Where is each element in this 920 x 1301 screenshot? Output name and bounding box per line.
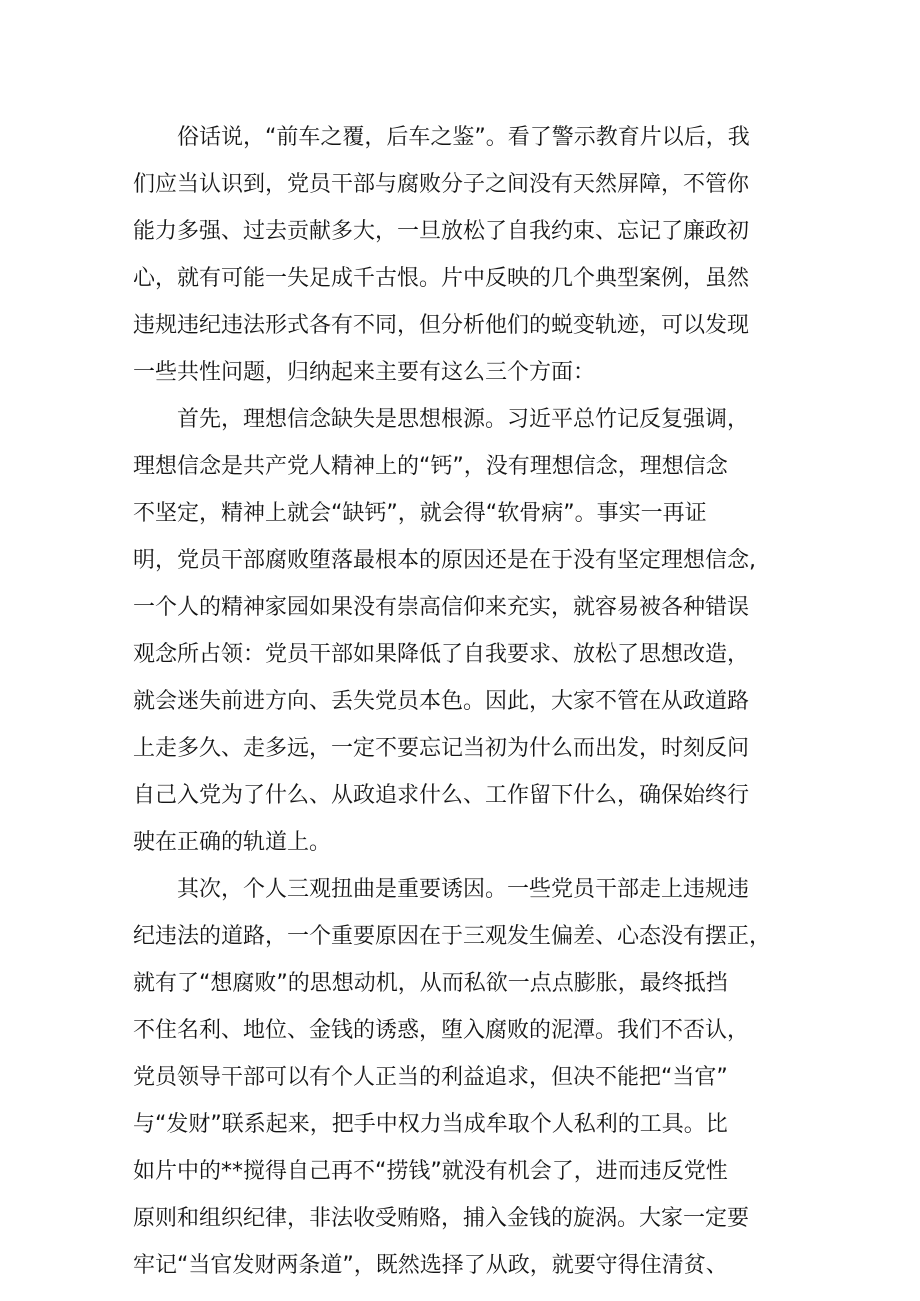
paragraph-line: 原则和组织纪律，非法收受贿赂，捕入金钱的旋涡。大家一定要 xyxy=(133,1206,750,1231)
paragraph-line: 能力多强、过去贡献多大，一旦放松了自我约束、忘记了廉政初 xyxy=(133,219,750,244)
paragraph-line: 驶在正确的轨道上。 xyxy=(133,830,332,855)
paragraph-line: 违规违纪违法形式各有不同，但分析他们的蜕变轨迹，可以发现 xyxy=(133,313,750,338)
paragraph-line: 党员领导干部可以有个人正当的利益追求，但决不能把“当官” xyxy=(133,1065,728,1090)
paragraph-line: 就有了“想腐败”的思想动机，从而私欲一点点膨胀，最终抵挡 xyxy=(133,971,728,996)
paragraph-line: 一些共性问题，归纳起来主要有这么三个方面： xyxy=(133,360,596,385)
paragraph-line: 与“发财”联系起来，把手中权力当成牟取个人私利的工具。比 xyxy=(133,1112,728,1137)
paragraph-line: 心，就有可能一失足成千古恨。片中反映的几个典型案例，虽然 xyxy=(133,266,750,291)
paragraph-line: 牢记“当官发财两条道”，既然选择了从政，就要守得住清贫、 xyxy=(133,1253,728,1278)
paragraph-line: 不住名利、地位、金钱的诱惑，堕入腐败的泥潭。我们不否认， xyxy=(133,1018,750,1043)
paragraph-line: 自己入党为了什么、从政追求什么、工作留下什么，确保始终行 xyxy=(133,783,750,808)
paragraph-line: 不坚定，精神上就会“缺钙”，就会得“软骨病”。事实一再证 xyxy=(133,501,707,526)
document-body xyxy=(133,114,803,1289)
paragraph-1 xyxy=(133,114,803,396)
paragraph-line: 上走多久、走多远，一定不要忘记当初为什么而出发，时刻反问 xyxy=(133,736,750,761)
paragraph-3 xyxy=(133,866,803,1289)
paragraph-line: 纪违法的道路，一个重要原因在于三观发生偏差、心态没有摆正， xyxy=(133,924,772,949)
paragraph-line: 明，党员干部腐败堕落最根本的原因还是在于没有坚定理想信念, xyxy=(133,548,756,573)
paragraph-line: 就会迷失前进方向、丢失党员本色。因此，大家不管在从政道路 xyxy=(133,689,750,714)
paragraph-line: 们应当认识到，党员干部与腐败分子之间没有天然屏障，不管你 xyxy=(133,172,750,197)
paragraph-line: 俗话说，“前车之覆，后车之鉴”。看了警示教育片以后，我 xyxy=(177,125,750,150)
paragraph-line: 一个人的精神家园如果没有崇高信仰来充实，就容易被各种错误 xyxy=(133,595,750,620)
paragraph-2 xyxy=(133,396,803,866)
paragraph-line: 如片中的**搅得自己再不“捞钱”就没有机会了，进而违反党性 xyxy=(133,1159,728,1184)
paragraph-line: 首先，理想信念缺失是思想根源。习近平总竹记反复强调， xyxy=(177,407,750,432)
paragraph-line: 理想信念是共产党人精神上的“钙”，没有理想信念，理想信念 xyxy=(133,454,728,479)
paragraph-line: 其次，个人三观扭曲是重要诱因。一些党员干部走上违规违 xyxy=(177,877,750,902)
paragraph-line: 观念所占领：党员干部如果降低了自我要求、放松了思想改造， xyxy=(133,642,750,667)
